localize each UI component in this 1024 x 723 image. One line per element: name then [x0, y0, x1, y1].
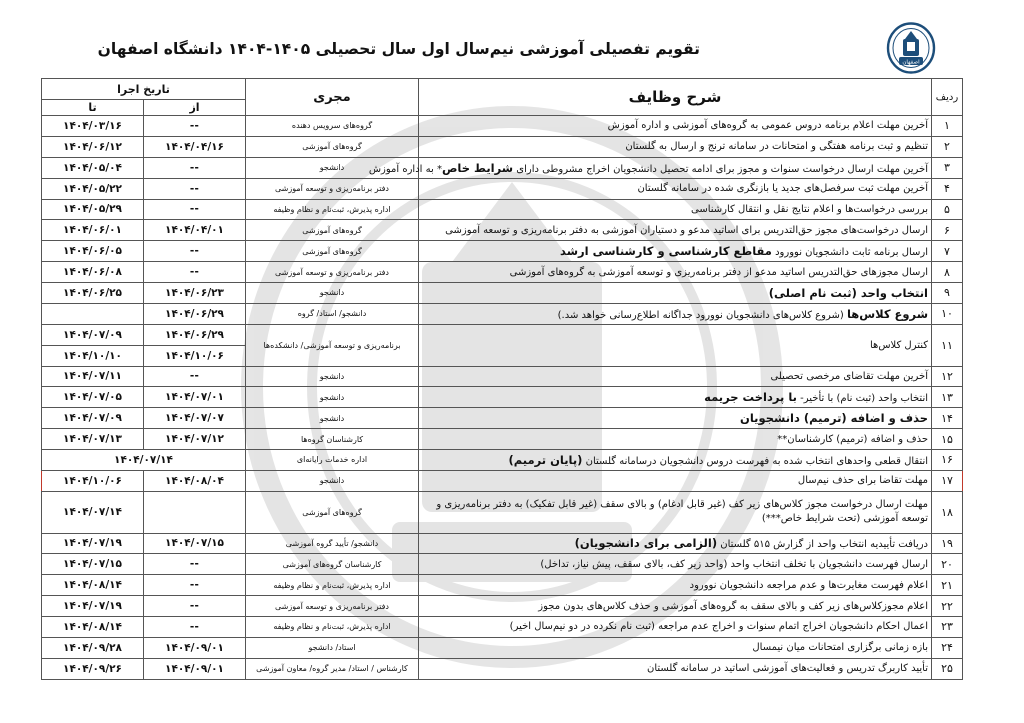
task-description — [419, 387, 932, 408]
executor: اداره خدمات رایانه‌ای — [246, 450, 419, 471]
date-to — [42, 303, 144, 324]
date-to: ۱۴۰۴/۰۶/۲۵ — [42, 283, 144, 304]
task-description — [419, 533, 932, 554]
executor: گروه‌های آموزشی — [246, 220, 419, 241]
executor: دفتر برنامه‌ریزی و توسعه آموزشی — [246, 178, 419, 199]
task-text-part: تأیید کاربرگ تدریس و فعالیت‌های آموزشی اساتید در سامانه گلستان — [646, 663, 929, 675]
date-from: ۱۴۰۴/۰۷/۱۲ — [144, 429, 246, 450]
date-from: -- — [144, 199, 246, 220]
date-from: -- — [144, 596, 246, 617]
executor: دانشجو — [246, 283, 419, 304]
table-row — [42, 617, 963, 638]
table-row — [42, 157, 963, 178]
row-number: ۲۳ — [932, 617, 963, 638]
row-number: ۱۲ — [932, 366, 963, 387]
date-from: -- — [144, 157, 246, 178]
task-description — [419, 366, 932, 387]
date-to: ۱۴۰۴/۰۷/۰۹ — [42, 324, 144, 345]
table-row — [42, 596, 963, 617]
university-logo — [886, 22, 936, 74]
date-to: ۱۴۰۴/۰۷/۱۹ — [42, 596, 144, 617]
task-text-part: (پایان ترمیم) — [508, 452, 583, 467]
table-row — [42, 199, 963, 220]
date-to: ۱۴۰۴/۰۶/۱۲ — [42, 136, 144, 157]
date-from: ۱۴۰۴/۰۷/۱۵ — [144, 533, 246, 554]
table-row — [42, 136, 963, 157]
row-number: ۶ — [932, 220, 963, 241]
executor: کارشناسان گروه‌ها — [246, 429, 419, 450]
date-from — [144, 491, 246, 533]
task-description — [419, 241, 932, 262]
row-number: ۱ — [932, 116, 963, 137]
date-to: ۱۴۰۴/۰۷/۰۹ — [42, 408, 144, 429]
logo-text: اصفهان — [902, 59, 920, 66]
task-text-part: (شروع کلاس‌های دانشجویان نوورود جداگانه اطلاع‌رسانی خواهد شد.) — [557, 309, 847, 321]
table-row — [42, 303, 963, 324]
task-text-part: حذف و اضافه (ترمیم) دانشجویان — [740, 411, 929, 426]
executor: کارشناسان گروه‌های آموزشی — [246, 554, 419, 575]
row-number: ۱۹ — [932, 533, 963, 554]
table-row — [42, 429, 963, 450]
header-execution-date: تاریخ اجرا — [42, 79, 246, 100]
task-text-part: آخرین مهلت ارسال درخواست سنوات و مجوز برای ادامه تحصیل دانشجویان اخراج مشروطی دارای — [513, 163, 929, 175]
task-description — [419, 554, 932, 575]
executor: گروه‌های آموزشی — [246, 491, 419, 533]
executor: اداره پذیرش، ثبت‌نام و نظام وظیفه — [246, 575, 419, 596]
date-from: ۱۴۰۴/۰۷/۰۱ — [144, 387, 246, 408]
task-text-part: اعلام مجوزکلاس‌های زیر کف و بالای سقف به گروه‌های آموزشی و حذف کلاس‌های بدون مجوز — [538, 600, 929, 612]
table-row — [42, 491, 963, 533]
table-row — [42, 262, 963, 283]
task-text-part: شروع کلاس‌ها — [846, 306, 929, 321]
date-from: -- — [144, 554, 246, 575]
task-text-part: مهلت تقاضا برای حذف نیم‌سال — [797, 475, 929, 487]
academic-calendar-table — [41, 78, 963, 680]
executor: گروه‌های آموزشی — [246, 136, 419, 157]
date-from: -- — [144, 575, 246, 596]
task-text-part: ارسال مجوزهای حق‌التدریس اساتید مدعو از دفتر برنامه‌ریزی و توسعه آموزشی به گروه‌های آموزشی — [509, 266, 929, 278]
task-description — [419, 470, 932, 491]
header-description: شرح وظایف — [419, 79, 932, 116]
executor: دانشجو/ تأیید گروه آموزشی — [246, 533, 419, 554]
task-text-part: انتخاب واحد (ثبت نام اصلی) — [768, 285, 929, 300]
row-number: ۲۰ — [932, 554, 963, 575]
header-radif: ردیف — [932, 79, 963, 116]
table-row — [42, 408, 963, 429]
task-description — [419, 617, 932, 638]
row-number: ۲۲ — [932, 596, 963, 617]
executor: دفتر برنامه‌ریزی و توسعه آموزشی — [246, 596, 419, 617]
task-description — [419, 450, 932, 471]
date-from: ۱۴۰۴/۰۴/۱۶ — [144, 136, 246, 157]
date-to: ۱۴۰۴/۰۷/۰۵ — [42, 387, 144, 408]
task-description — [419, 303, 932, 324]
date-to: ۱۴۰۴/۰۶/۰۵ — [42, 241, 144, 262]
table-row — [42, 533, 963, 554]
date-to: ۱۴۰۴/۰۷/۱۱ — [42, 366, 144, 387]
row-number: ۵ — [932, 199, 963, 220]
task-description — [419, 199, 932, 220]
header-from: از — [144, 100, 246, 116]
row-number: ۲۵ — [932, 658, 963, 679]
executor: اداره پذیرش، ثبت‌نام و نظام وظیفه — [246, 617, 419, 638]
date-from: ۱۴۰۴/۰۴/۰۱ — [144, 220, 246, 241]
date-from: ۱۴۰۴/۰۶/۲۳ — [144, 283, 246, 304]
executor: دانشجو — [246, 157, 419, 178]
date-merged: ۱۴۰۴/۰۷/۱۴ — [42, 450, 246, 471]
task-text-part: (الزامی برای دانشجویان) — [574, 536, 718, 551]
row-number: ۱۶ — [932, 450, 963, 471]
table-row — [42, 387, 963, 408]
date-to: ۱۴۰۴/۰۵/۲۲ — [42, 178, 144, 199]
date-to: ۱۴۰۴/۰۷/۱۳ — [42, 429, 144, 450]
table-row — [42, 575, 963, 596]
task-text-part: بازه زمانی برگزاری امتحانات میان نیمسال — [752, 642, 929, 654]
date-to: ۱۴۰۴/۰۵/۰۴ — [42, 157, 144, 178]
date-from: ۱۴۰۴/۰۶/۲۹ — [144, 303, 246, 324]
task-text-part: انتقال قطعی واحدهای انتخاب شده به فهرست دروس دانشجویان درسامانه گلستان — [582, 455, 929, 467]
row-number: ۲۱ — [932, 575, 963, 596]
date-to: ۱۴۰۴/۰۷/۱۵ — [42, 554, 144, 575]
table-row — [42, 658, 963, 679]
executor: اداره پذیرش، ثبت‌نام و نظام وظیفه — [246, 199, 419, 220]
row-number: ۱۳ — [932, 387, 963, 408]
task-description — [419, 429, 932, 450]
date-to: ۱۴۰۴/۱۰/۰۶ — [42, 470, 144, 491]
row-number: ۲۴ — [932, 637, 963, 658]
table-row — [42, 554, 963, 575]
task-text-part: آخرین مهلت تقاضای مرخصی تحصیلی — [770, 370, 929, 382]
row-number: ۱۱ — [932, 324, 963, 366]
task-description — [419, 136, 932, 157]
row-number: ۹ — [932, 283, 963, 304]
task-text-part: بررسی درخواست‌ها و اعلام نتایج نقل و انتقال کارشناسی — [691, 203, 929, 215]
executor: گروه‌های آموزشی — [246, 241, 419, 262]
task-description — [419, 575, 932, 596]
task-description — [419, 220, 932, 241]
row-number: ۳ — [932, 157, 963, 178]
date-from: -- — [144, 262, 246, 283]
date-to: ۱۴۰۴/۰۹/۲۶ — [42, 658, 144, 679]
header-executor: مجری — [246, 79, 419, 116]
executor: گروه‌های سرویس دهنده — [246, 116, 419, 137]
date-to: ۱۴۰۴/۰۷/۱۹ — [42, 533, 144, 554]
date-to: ۱۴۰۴/۰۶/۰۱ — [42, 220, 144, 241]
date-to: ۱۴۰۴/۰۶/۰۸ — [42, 262, 144, 283]
date-to: ۱۴۰۴/۰۳/۱۶ — [42, 116, 144, 137]
task-text-part: انتخاب واحد (ثبت نام) با تأخیر- — [796, 393, 929, 405]
table-row — [42, 366, 963, 387]
table-row — [42, 637, 963, 658]
row-number: ۱۵ — [932, 429, 963, 450]
executor: دفتر برنامه‌ریزی و توسعه آموزشی — [246, 262, 419, 283]
task-text-part: ارسال برنامه ثابت دانشجویان نوورود — [771, 247, 929, 259]
row-number: ۱۸ — [932, 491, 963, 533]
task-text-part: تنظیم و ثبت برنامه هفتگی و امتحانات در سامانه ترنج و ارسال به گلستان — [625, 141, 929, 153]
task-text-part: * به اداره آموزش — [368, 163, 442, 175]
row-number: ۷ — [932, 241, 963, 262]
date-to: ۱۴۰۴/۰۹/۲۸ — [42, 637, 144, 658]
task-description — [419, 262, 932, 283]
row-number: ۱۰ — [932, 303, 963, 324]
executor: دانشجو — [246, 408, 419, 429]
task-text-part: مهلت ارسال درخواست مجوز کلاس‌های زیر کف (غیر قابل ادغام) و بالای سقف (غیر قابل تفکیک) به دفتر برنامه‌ریزی و توسعه آموزشی (تحت شرایط خاص***) — [436, 499, 929, 525]
table-row — [42, 470, 963, 491]
task-description — [419, 637, 932, 658]
task-description — [419, 658, 932, 679]
task-text-part: اعلام فهرست مغایرت‌ها و عدم مراجعه دانشجویان نوورود — [689, 579, 929, 591]
page-title: تقویم تفصیلی آموزشی نیم‌سال اول سال تحصیلی ۱۴۰۵-۱۴۰۴ دانشگاه اصفهان — [97, 40, 700, 58]
row-number: ۸ — [932, 262, 963, 283]
task-description — [419, 116, 932, 137]
row-number: ۴ — [932, 178, 963, 199]
task-description — [368, 157, 932, 178]
task-description — [419, 283, 932, 304]
executor: استاد/ دانشجو — [246, 637, 419, 658]
executor: دانشجو — [246, 387, 419, 408]
task-text-part: کنترل کلاس‌ها — [870, 339, 929, 351]
task-text-part: دریافت تأییدیه انتخاب واحد از گزارش ۵۱۵ گلستان — [717, 539, 929, 551]
executor: کارشناس / استاد/ مدیر گروه/ معاون آموزشی — [246, 658, 419, 679]
date-to: ۱۴۰۴/۰۸/۱۴ — [42, 575, 144, 596]
date-from: -- — [144, 366, 246, 387]
date-from: -- — [144, 617, 246, 638]
executor: دانشجو — [246, 470, 419, 491]
date-to: ۱۴۰۴/۱۰/۱۰ — [42, 345, 144, 366]
date-from: ۱۴۰۴/۰۹/۰۱ — [144, 658, 246, 679]
table-row — [42, 116, 963, 137]
date-to: ۱۴۰۴/۰۸/۱۴ — [42, 617, 144, 638]
task-text-part: ارسال فهرست دانشجویان با تخلف انتخاب واحد (واحد زیر کف، بالای سقف، پیش نیاز، تداخل) — [540, 558, 929, 570]
task-text-part: شرایط خاص — [441, 160, 514, 175]
calendar-rows — [42, 116, 963, 680]
date-from: -- — [144, 178, 246, 199]
table-row — [42, 324, 963, 345]
date-from: ۱۴۰۴/۱۰/۰۶ — [144, 345, 246, 366]
table-row — [42, 220, 963, 241]
date-from: ۱۴۰۴/۰۶/۲۹ — [144, 324, 246, 345]
date-from: -- — [144, 241, 246, 262]
row-number: ۲ — [932, 136, 963, 157]
task-description — [419, 178, 932, 199]
executor: برنامه‌ریزی و توسعه آموزشی/ دانشکده‌ها — [246, 324, 419, 366]
task-text-part: آخرین مهلت ثبت سرفصل‌های جدید یا بازنگری شده در سامانه گلستان — [637, 183, 929, 195]
row-number: ۱۴ — [932, 408, 963, 429]
table-row — [42, 178, 963, 199]
task-text-part: با پرداخت جریمه — [704, 390, 797, 405]
date-from: ۱۴۰۴/۰۹/۰۱ — [144, 637, 246, 658]
date-to: ۱۴۰۴/۰۷/۱۴ — [42, 491, 144, 533]
task-description — [419, 408, 932, 429]
executor: دانشجو — [246, 366, 419, 387]
task-description — [419, 491, 932, 533]
table-row — [42, 283, 963, 304]
date-to: ۱۴۰۴/۰۵/۲۹ — [42, 199, 144, 220]
executor: دانشجو/ استاد/ گروه — [246, 303, 419, 324]
header-to: تا — [42, 100, 144, 116]
date-from: ۱۴۰۴/۰۸/۰۴ — [144, 470, 246, 491]
table-row — [42, 450, 963, 471]
date-from: ۱۴۰۴/۰۷/۰۷ — [144, 408, 246, 429]
date-from: -- — [144, 116, 246, 137]
task-text-part: حذف و اضافه (ترمیم) کارشناسان** — [777, 433, 929, 445]
task-text-part: آخرین مهلت اعلام برنامه دروس عمومی به گروه‌های آموزشی و اداره آموزش — [607, 120, 929, 132]
task-description — [419, 596, 932, 617]
task-text-part: مقاطع کارشناسی و کارشناسی ارشد — [560, 244, 772, 259]
row-number: ۱۷ — [932, 470, 963, 491]
task-text-part: ارسال درخواست‌های مجوز حق‌التدریس برای اساتید مدعو و دستیاران آموزشی به دفتر برنامه‌ریزی و توسعه آموزشی — [445, 224, 929, 236]
task-description — [419, 324, 932, 366]
task-text-part: اعمال احکام دانشجویان اخراج اتمام سنوات و اخراج عدم مراجعه (ثبت نام نکرده در دو نیم‌سال اخیر) — [509, 621, 929, 633]
table-row — [42, 241, 963, 262]
